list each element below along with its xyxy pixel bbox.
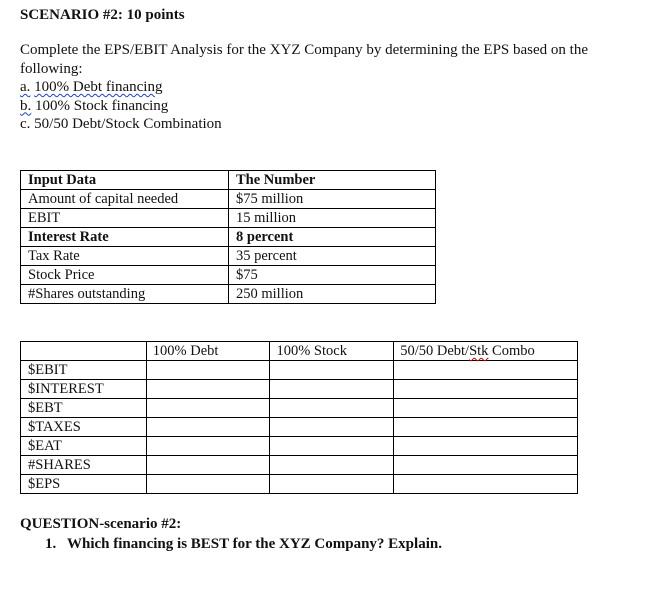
combo-cell[interactable] — [394, 418, 578, 437]
combo-header — [394, 342, 578, 361]
table-row — [21, 285, 436, 304]
input-table-header-row — [21, 171, 436, 190]
table-row — [21, 437, 578, 456]
stock-cell[interactable] — [270, 361, 394, 380]
calc-table-header-row — [21, 342, 578, 361]
row-label: #SHARES — [21, 456, 147, 475]
row-label: $TAXES — [21, 418, 147, 437]
input-data-table — [20, 170, 436, 304]
debt-cell[interactable] — [146, 475, 270, 494]
table-row — [21, 475, 578, 494]
option-b — [20, 97, 640, 116]
option-c-text: 50/50 Debt/Stock Combination — [34, 116, 222, 132]
table-row — [21, 209, 436, 228]
table-row — [21, 228, 436, 247]
debt-cell[interactable] — [146, 399, 270, 418]
combo-cell[interactable] — [394, 475, 578, 494]
row-label: Interest Rate — [21, 228, 229, 247]
intro-text: Complete the EPS/EBIT Analysis for the XYZ Company by determining the EPS based on the following: — [20, 42, 588, 77]
row-value: 35 percent — [229, 247, 436, 266]
question-section — [20, 514, 442, 554]
row-value: $75 — [229, 266, 436, 285]
question-text: Which financing is BEST for the XYZ Company? Explain. — [67, 536, 442, 552]
combo-cell[interactable] — [394, 361, 578, 380]
the-number-header: The Number — [229, 171, 436, 190]
option-b-letter: b. — [20, 97, 32, 114]
row-label: $EBT — [21, 399, 147, 418]
row-label: $EBIT — [21, 361, 147, 380]
question-number: 1. — [45, 536, 57, 552]
stock-cell[interactable] — [270, 380, 394, 399]
question-item-1 — [20, 534, 442, 554]
stock-cell[interactable] — [270, 399, 394, 418]
combo-header-part1: 50/50 Debt/ — [400, 343, 470, 359]
stock-cell[interactable] — [270, 456, 394, 475]
eps-calculation-table — [20, 341, 578, 494]
combo-cell[interactable] — [394, 380, 578, 399]
stock-cell[interactable] — [270, 437, 394, 456]
table-row — [21, 456, 578, 475]
table-row — [21, 380, 578, 399]
table-row — [21, 399, 578, 418]
table-row — [21, 190, 436, 209]
row-label: Amount of capital needed — [21, 190, 229, 209]
question-heading: QUESTION-scenario #2: — [20, 516, 182, 532]
page-title: SCENARIO #2: 10 points — [20, 7, 185, 23]
combo-header-part2: Stk — [469, 343, 489, 359]
stock-cell[interactable] — [270, 418, 394, 437]
row-value: 250 million — [229, 285, 436, 304]
debt-cell[interactable] — [146, 361, 270, 380]
table-row — [21, 361, 578, 380]
combo-cell[interactable] — [394, 437, 578, 456]
debt-cell[interactable] — [146, 437, 270, 456]
combo-header-part3: Combo — [488, 343, 535, 359]
table-row — [21, 266, 436, 285]
option-c-letter: c. — [20, 116, 31, 132]
row-label: $EPS — [21, 475, 147, 494]
row-value: $75 million — [229, 190, 436, 209]
intro-section — [20, 41, 640, 134]
row-label: $EAT — [21, 437, 147, 456]
option-c — [20, 115, 640, 134]
debt-header: 100% Debt — [146, 342, 270, 361]
option-a — [20, 78, 640, 97]
row-value: 8 percent — [229, 228, 436, 247]
blank-header — [21, 342, 147, 361]
option-a-text: 100% Debt financing — [34, 79, 163, 95]
stock-cell[interactable] — [270, 475, 394, 494]
row-value: 15 million — [229, 209, 436, 228]
combo-cell[interactable] — [394, 456, 578, 475]
row-label: $INTEREST — [21, 380, 147, 399]
debt-cell[interactable] — [146, 418, 270, 437]
row-label: Stock Price — [21, 266, 229, 285]
row-label: Tax Rate — [21, 247, 229, 266]
stock-header: 100% Stock — [270, 342, 394, 361]
table-row — [21, 418, 578, 437]
debt-cell[interactable] — [146, 380, 270, 399]
row-label: EBIT — [21, 209, 229, 228]
option-b-text: 100% Stock financing — [35, 97, 169, 114]
debt-cell[interactable] — [146, 456, 270, 475]
combo-cell[interactable] — [394, 399, 578, 418]
input-data-header: Input Data — [21, 171, 229, 190]
table-row — [21, 247, 436, 266]
option-a-letter: a. — [20, 79, 31, 95]
row-label: #Shares outstanding — [21, 285, 229, 304]
